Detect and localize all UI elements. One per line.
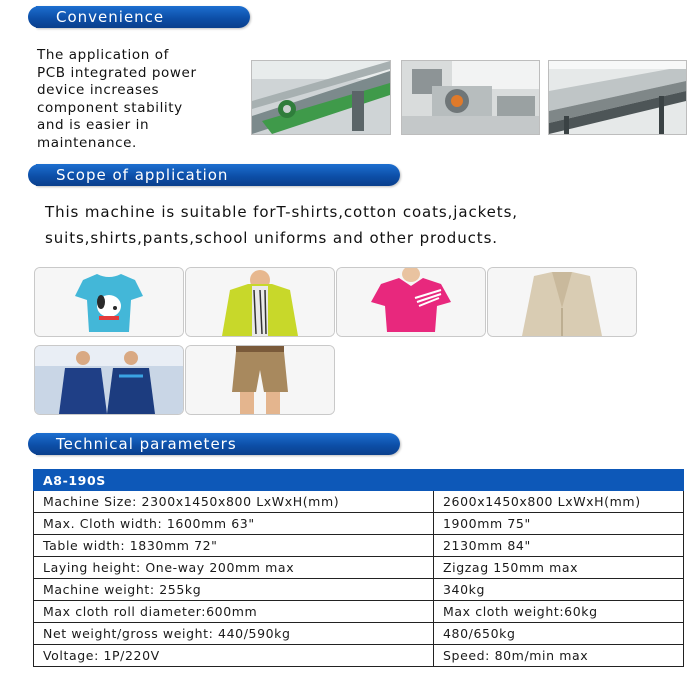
table-header-row bbox=[34, 470, 684, 491]
table-cell: Zigzag 150mm max bbox=[434, 557, 684, 579]
table-row bbox=[34, 623, 684, 645]
convenience-line: component stability bbox=[37, 99, 183, 116]
table-cell: 2600x1450x800 LxWxH(mm) bbox=[434, 491, 684, 513]
product-image-tshirt bbox=[34, 267, 184, 337]
parameters-table bbox=[33, 469, 684, 667]
convenience-line: PCB integrated power bbox=[37, 64, 197, 81]
table-row bbox=[34, 557, 684, 579]
model-name: A8-190S bbox=[34, 470, 434, 491]
table-cell: 340kg bbox=[434, 579, 684, 601]
convenience-line: maintenance. bbox=[37, 134, 137, 151]
scope-line: This machine is suitable forT-shirts,cotton coats,jackets, bbox=[45, 203, 518, 221]
product-image-shorts bbox=[185, 345, 335, 415]
scope-text bbox=[45, 199, 518, 251]
machine-photo-rollers bbox=[251, 60, 391, 135]
scope-line: suits,shirts,pants,school uniforms and other products. bbox=[45, 229, 498, 247]
machine-photo-control-board bbox=[401, 60, 540, 135]
header-blank-cell bbox=[434, 470, 684, 491]
product-image-cotton-coat bbox=[185, 267, 335, 337]
table-cell: Laying height: One-way 200mm max bbox=[34, 557, 434, 579]
convenience-text bbox=[37, 47, 197, 152]
table-cell: 480/650kg bbox=[434, 623, 684, 645]
scope-header bbox=[36, 164, 400, 186]
table-row bbox=[34, 579, 684, 601]
table-cell: Machine weight: 255kg bbox=[34, 579, 434, 601]
table-cell: Table width: 1830mm 72" bbox=[34, 535, 434, 557]
table-row bbox=[34, 491, 684, 513]
table-row bbox=[34, 645, 684, 667]
table-cell: Net weight/gross weight: 440/590kg bbox=[34, 623, 434, 645]
table-row bbox=[34, 535, 684, 557]
scope-title: Scope of application bbox=[56, 166, 229, 184]
product-image-polo-shirt bbox=[336, 267, 486, 337]
table-cell: Max cloth roll diameter:600mm bbox=[34, 601, 434, 623]
table-cell: 2130mm 84" bbox=[434, 535, 684, 557]
convenience-line: device increases bbox=[37, 82, 160, 98]
technical-title: Technical parameters bbox=[56, 435, 237, 453]
technical-header bbox=[36, 433, 400, 455]
product-image-school-uniforms bbox=[34, 345, 184, 415]
table-cell: 1900mm 75" bbox=[434, 513, 684, 535]
table-row bbox=[34, 513, 684, 535]
convenience-header bbox=[36, 6, 250, 28]
table-cell: Max. Cloth width: 1600mm 63" bbox=[34, 513, 434, 535]
table-cell: Speed: 80m/min max bbox=[434, 645, 684, 667]
convenience-title: Convenience bbox=[56, 8, 165, 26]
convenience-line: and is easier in bbox=[37, 117, 150, 133]
table-cell: Machine Size: 2300x1450x800 LxWxH(mm) bbox=[34, 491, 434, 513]
convenience-line: The application of bbox=[37, 47, 169, 63]
table-cell: Voltage: 1P/220V bbox=[34, 645, 434, 667]
table-row bbox=[34, 601, 684, 623]
table-cell: Max cloth weight:60kg bbox=[434, 601, 684, 623]
product-image-suit-jacket bbox=[487, 267, 637, 337]
machine-photo-table bbox=[548, 60, 687, 135]
